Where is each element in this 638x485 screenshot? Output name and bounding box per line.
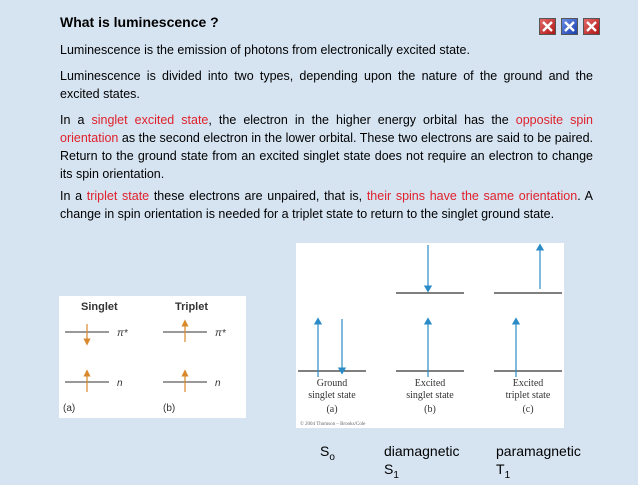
highlight-same-spin: their spins have the same orientation [366, 189, 578, 203]
label-triplet: Triplet [175, 301, 209, 313]
close-icon [541, 20, 554, 33]
paragraph-definition: Luminescence is the emission of photons from electronically excited state. [60, 43, 470, 57]
highlight-opposite-spin: opposite spin orientation [60, 113, 593, 145]
label-a: (a) [326, 404, 338, 415]
nav-button-1[interactable] [539, 18, 556, 35]
label-c: (c) [522, 404, 534, 415]
label-b: (b) [424, 404, 436, 415]
label-b: (b) [163, 403, 176, 414]
label-diamagnetic: diamagnetic $S_1$ [384, 443, 460, 481]
label-excited-singlet: Excited [414, 378, 446, 389]
paragraph-singlet: In a singlet excited state, the electron in the higher energy orbital has the opposite spin orientation as the second electron in the lower orbital. These two electrons are said to be paired. Return to the ground state from an excited singlet state does not require an electron to change its spin orientation. [60, 113, 593, 181]
slide-title: What is luminescence ? [60, 14, 219, 30]
close-icon [585, 20, 598, 33]
slide-nav [539, 18, 600, 35]
label-n-a: n [117, 378, 123, 389]
label-singlet: Singlet [81, 301, 118, 313]
figure-orbital-spins [59, 296, 246, 418]
figure-energy-states [296, 243, 564, 428]
label-paramagnetic: paramagnetic $T_1$ [496, 443, 581, 481]
label-ground-sub: singlet state [308, 390, 356, 401]
paragraph-triplet: In a triplet state these electrons are unpaired, that is, their spins have the same orientation. A change in spin orientation is needed for a triplet state to return to the singlet ground state. [60, 189, 593, 221]
label-ground: Ground [316, 378, 348, 389]
paragraph-types: Luminescence is divided into two types, depending upon the nature of the ground and the excited states. [60, 69, 593, 101]
label-n-b: n [215, 378, 221, 389]
label-excited-triplet: Excited [512, 378, 544, 389]
nav-button-3[interactable] [583, 18, 600, 35]
label-excited-triplet-sub: triplet state [505, 390, 551, 401]
label-a: (a) [63, 403, 76, 414]
label-pi-star-a: π* [117, 328, 128, 339]
label-pi-star-b: π* [215, 328, 226, 339]
copyright-text: © 2004 Thomson – Brooks/Cole [300, 422, 366, 427]
label-s0: $S_o$ [320, 443, 335, 463]
highlight-singlet: singlet excited state [91, 113, 209, 127]
close-icon [563, 20, 576, 33]
label-excited-singlet-sub: singlet state [406, 390, 454, 401]
nav-button-2[interactable] [561, 18, 578, 35]
highlight-triplet: triplet state [86, 189, 150, 203]
